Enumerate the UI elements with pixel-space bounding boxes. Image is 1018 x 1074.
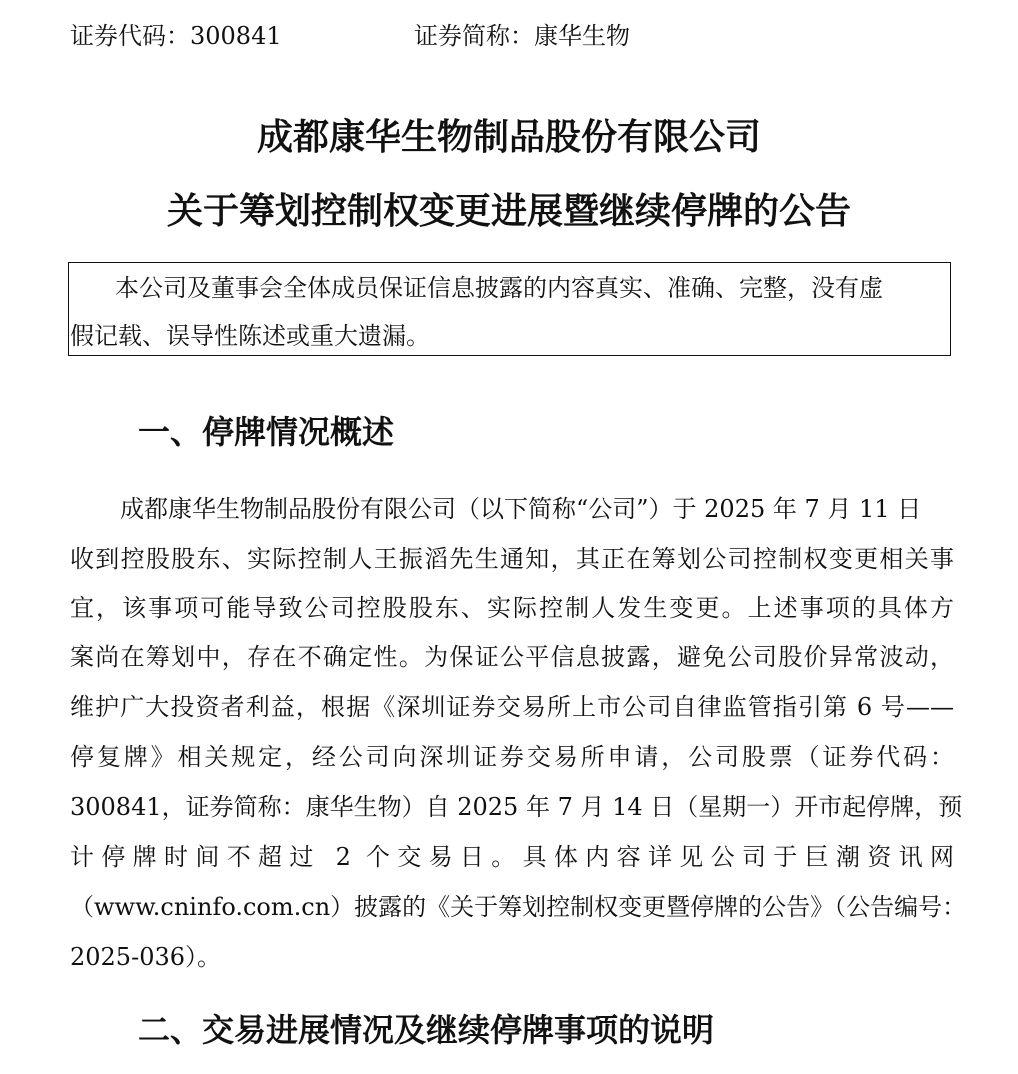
paragraph-line: 停复牌》相关规定，经公司向深圳证券交易所申请，公司股票（证券代码： (70, 743, 954, 771)
disclaimer-line: 本公司及董事会全体成员保证信息披露的内容真实、准确、完整，没有虚 (115, 274, 883, 302)
document-title-subject: 关于筹划控制权变更进展暨继续停牌的公告 (166, 191, 851, 232)
paragraph-line: 案尚在筹划中，存在不确定性。为保证公平信息披露，避免公司股价异常波动， (70, 643, 954, 671)
stock-code: 证券代码：300841 (70, 22, 282, 50)
paragraph-line: 维护广大投资者利益，根据《深圳证券交易所上市公司自律监管指引第 6 号—— (70, 693, 954, 721)
paragraph-line: 宜，该事项可能导致公司控股股东、实际控制人发生变更。上述事项的具体方 (70, 594, 954, 622)
paragraph-line: 计停牌时间不超过 2 个交易日。具体内容详见公司于巨潮资讯网 (70, 843, 954, 871)
document-title-company: 成都康华生物制品股份有限公司 (256, 117, 761, 158)
section-heading-trading-progress: 二、交易进展情况及继续停牌事项的说明 (138, 1011, 715, 1049)
section-heading-suspension-overview: 一、停牌情况概述 (138, 413, 395, 451)
stock-abbreviation: 证券简称：康华生物 (414, 22, 630, 50)
paragraph-line: 2025-036）。 (70, 943, 221, 971)
paragraph-line: 300841，证券简称：康华生物）自 2025 年 7 月 14 日（星期一）开市起停牌，预 (70, 793, 963, 821)
disclaimer-box (68, 262, 951, 356)
paragraph-line: 成都康华生物制品股份有限公司（以下简称“公司”）于 2025 年 7 月 11 日 (120, 495, 922, 523)
paragraph-line: （www.cninfo.com.cn）披露的《关于筹划控制权变更暨停牌的公告》（公告编号： (70, 893, 967, 921)
paragraph-line: 收到控股股东、实际控制人王振滔先生通知，其正在筹划公司控制权变更相关事 (70, 545, 954, 573)
disclaimer-line: 假记载、误导性陈述或重大遗漏。 (70, 322, 430, 350)
